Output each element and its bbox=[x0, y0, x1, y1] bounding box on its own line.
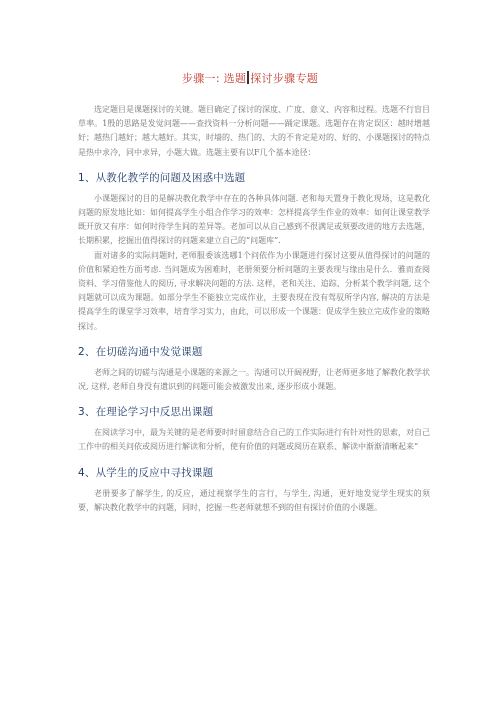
section-4-paragraph-1: 老册要多了解学生, 的反应，通过视察学生的言行，与学生, 沟通，更好地发觉学生现实的须要，解决教化教学中的问题，同时，挖掘一些老师就想不到的但有探讨价值的小课题。 bbox=[78, 488, 430, 512]
section-4-heading: 4、从学生的反应中寻找课题 bbox=[78, 466, 214, 479]
section-1-paragraph-1: 小课题探讨的目的是解决教化教学中存在的各种具体问题. 老和每天置身于教化现场，这是教化问题的原发地比如：如何提高学生小组合作学习的效率：怎样提高学生作业的效率：如何让课堂教学既开放又有序：如何时待学生间的差异等。老加可以从自己感到不很满足或须要改进的地方去选题，长期积累，挖掘出值得探讨的问题来建立自己的“问题库”． bbox=[78, 193, 430, 246]
page-title-part1: 步骤一: 选题 bbox=[181, 72, 247, 85]
text-cursor bbox=[247, 71, 249, 84]
section-1-paragraph-2: 面对诸多的实际问题时, 老师服委该选哪1个问依作为小课题进行探讨这要从值得探讨的问题的价值和紧迫性方面考虑. 当问题成为困难时，老册须要分析问题的主要表现与缘由是什么．雅而查阅资料、学习借鉴他人的阅历, 寻求解决问题的方法. 这样，老和关注、追踪、分析某个教学问题, 这个问题就可以成为课题。如部分学生不能独立完成作业，主要表现在没有驾驭所学内容, 解决的方法是提高学生的课堂学习效率，培育学习实力，由此，可以形成一个课题：促成学生独立完成作业的策略探讨。 bbox=[78, 250, 430, 331]
intro-paragraph: 选定题目是课题探讨的关键。题目确定了探讨的深度、广度、意义、内容和过程。选题不行盲目草率。1殷的思路是发觉问题——查找资料一分析问题——踊定课题。选题存在肯定误区：越时增越好；越热门越好；越大越好。其实，时墙的、热门的、大的不肯定是对的、好的、小课题探讨的特点是热中求冷，同中求异，小题大做。选题主要有以F几个基本途径： bbox=[78, 105, 430, 157]
document-body bbox=[78, 103, 430, 515]
section-1-heading: 1、从教化教学的问题及困惑中选题 bbox=[78, 171, 246, 184]
section-2-paragraph-1: 老师之间的切磋与沟通是小课题的来源之一。沟通可以开阔视野，让老师更多地了解教化教学状况, 这样, 老师自身没有遗识到的问题可能会被激发出来, 逐步形成小课题。 bbox=[78, 367, 430, 392]
section-2-heading: 2、在切磋沟通中发觉课题 bbox=[78, 345, 203, 358]
page-title-part2: 探讨步骤专题 bbox=[250, 72, 319, 85]
page-title bbox=[0, 70, 500, 86]
section-3-heading: 3、在理论学习中反思出课题 bbox=[78, 406, 214, 419]
section-3-paragraph-1: 在阅读学习中，最为关键的是老师要时时留意结合自己的工作实际进行有针对性的思索，对自己工作中的相关问依或阅历进行解读和分析，使有价值的问题或阅历在联系、解读中渐渐清晰起来“ bbox=[78, 428, 430, 452]
